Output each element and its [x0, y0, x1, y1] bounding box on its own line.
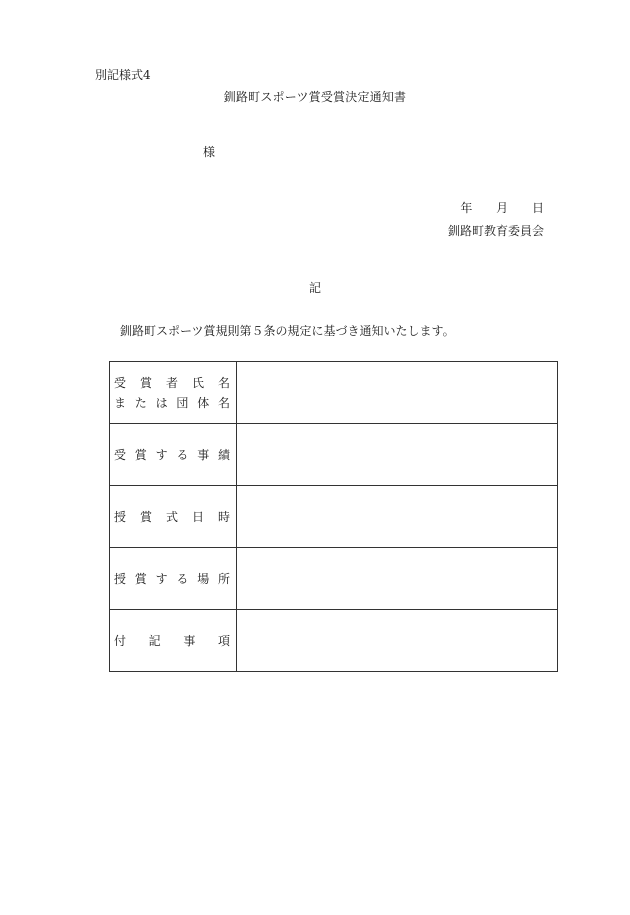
document-title: 釧路町スポーツ賞受賞決定通知書 [223, 90, 407, 104]
row-label-ceremony-datetime [110, 486, 237, 548]
table-row [110, 362, 558, 424]
notice-text: 釧路町スポーツ賞規則第５条の規定に基づき通知いたします。 [120, 324, 455, 338]
label-line: 授 賞 式 日 時 [114, 509, 230, 524]
row-label-venue [110, 548, 237, 610]
recipient-suffix: 様 [203, 145, 216, 159]
recipient-value-field[interactable] [237, 362, 558, 424]
ceremony-datetime-value-field[interactable] [237, 486, 558, 548]
table-row [110, 610, 558, 672]
date-line: 年 月 日 [460, 201, 544, 215]
form-number: 別記様式4 [95, 68, 151, 82]
award-details-table [109, 361, 558, 672]
achievement-value-field[interactable] [237, 424, 558, 486]
ki-heading: 記 [308, 281, 321, 295]
label-line: 授 賞 す る 場 所 [114, 571, 230, 586]
issuer-name: 釧路町教育委員会 [447, 224, 544, 238]
row-label-recipient [110, 362, 237, 424]
venue-value-field[interactable] [237, 548, 558, 610]
label-line: 受 賞 す る 事 績 [114, 447, 230, 462]
table-row [110, 486, 558, 548]
row-label-achievement [110, 424, 237, 486]
label-line: 受 賞 者 氏 名 [114, 375, 230, 390]
table-row [110, 424, 558, 486]
row-label-notes [110, 610, 237, 672]
table-row [110, 548, 558, 610]
notes-value-field[interactable] [237, 610, 558, 672]
label-line: 付 記 事 項 [114, 633, 230, 648]
label-line: ま た は 団 体 名 [114, 395, 230, 410]
